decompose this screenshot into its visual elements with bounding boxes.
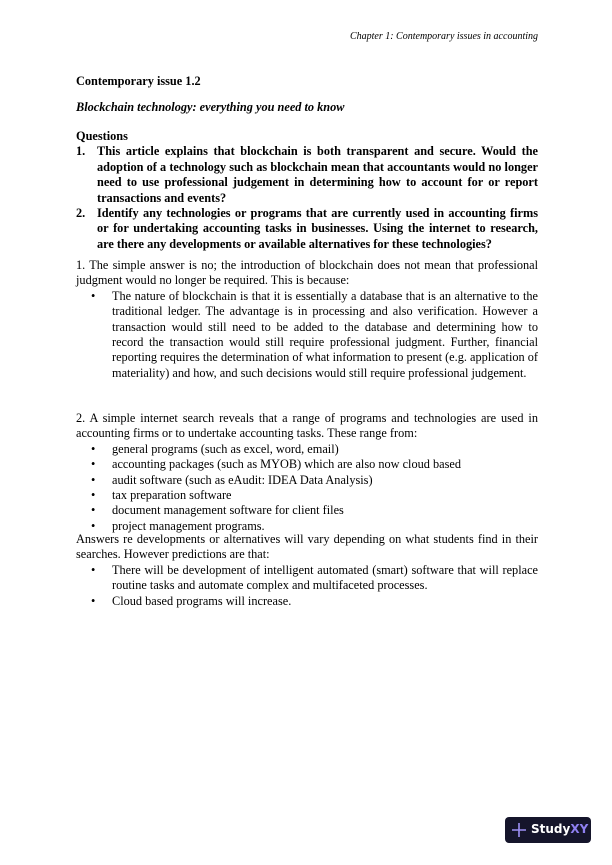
question-text: This article explains that blockchain is both transparent and secure. Would the adoption of a technology such as blockchain mean that accountants would no longer need to use professional judgement in determining how to account for or report transactions and events? bbox=[97, 144, 538, 205]
bullet-item bbox=[76, 473, 538, 488]
answer-2 bbox=[76, 411, 538, 534]
issue-title: Contemporary issue 1.2 bbox=[76, 74, 201, 88]
bullet-item bbox=[76, 594, 538, 609]
bullet-item bbox=[76, 488, 538, 503]
bullet-icon: • bbox=[91, 503, 96, 518]
bullet-text: document management software for client files bbox=[112, 503, 344, 518]
bullet-text: tax preparation software bbox=[112, 488, 232, 503]
questions-heading: Questions bbox=[76, 129, 128, 143]
questions-section bbox=[76, 129, 538, 252]
question-number: 1. bbox=[76, 144, 86, 159]
question-text: Identify any technologies or programs that are currently used in accounting firms or for undertaking accounting tasks in businesses. Using the internet to research, are there any developments or available alternatives for these technologies? bbox=[97, 206, 538, 251]
question-number: 2. bbox=[76, 206, 86, 221]
answer-1 bbox=[76, 258, 538, 381]
bullet-text: project management programs. bbox=[112, 518, 265, 533]
badge-text-study: Study bbox=[531, 822, 571, 837]
answer-intro: 1. The simple answer is no; the introduction of blockchain does not mean that professional judgment would no longer be required. This is because: bbox=[76, 258, 538, 288]
bullet-item bbox=[76, 503, 538, 518]
bullet-text: audit software (such as eAudit: IDEA Data Analysis) bbox=[112, 472, 373, 487]
bullet-text: general programs (such as excel, word, email) bbox=[112, 441, 339, 456]
bullet-item bbox=[76, 457, 538, 472]
bullet-icon: • bbox=[91, 518, 96, 533]
answer-3 bbox=[76, 532, 538, 609]
running-header: Chapter 1: Contemporary issues in accounting bbox=[349, 31, 538, 42]
studyxy-badge[interactable] bbox=[505, 817, 591, 843]
answer-intro: Answers re developments or alternatives will vary depending on what students find in their searches. However predictions are that: bbox=[76, 532, 538, 562]
bullet-item bbox=[76, 442, 538, 457]
question-item bbox=[76, 206, 538, 252]
bullet-text: accounting packages (such as MYOB) which are also now cloud based bbox=[112, 457, 461, 472]
badge-text-xy: XY bbox=[570, 822, 589, 837]
bullet-icon: • bbox=[91, 441, 96, 456]
article-title: Blockchain technology: everything you need to know bbox=[76, 100, 345, 114]
bullet-icon: • bbox=[91, 288, 96, 303]
bullet-text: Cloud based programs will increase. bbox=[112, 593, 292, 608]
bullet-text: The nature of blockchain is that it is essentially a database that is an alternative to the traditional ledger. The advantage is in processing and also verification. However a transaction would still need to be added to the database and determining how to record the transaction would still require professional judgment. Further, financial reporting requires the determination of what information to present (e.g. application of materiality) and how, and such decisions would still require professional judgement. bbox=[112, 288, 538, 380]
answer-intro: 2. A simple internet search reveals that a range of programs and technologies are used in accounting firms or to undertake accounting tasks. These range from: bbox=[76, 411, 538, 441]
bullet-text: There will be development of intelligent automated (smart) software that will replace routine tasks and automate complex and multifaceted processes. bbox=[112, 562, 538, 593]
bullet-icon: • bbox=[91, 488, 96, 503]
bullet-icon: • bbox=[91, 472, 96, 487]
bullet-icon: • bbox=[91, 562, 96, 577]
bullet-item bbox=[76, 563, 538, 594]
plus-icon bbox=[511, 822, 527, 838]
bullet-item bbox=[76, 289, 538, 381]
bullet-icon: • bbox=[91, 457, 96, 472]
bullet-icon: • bbox=[91, 593, 96, 608]
question-item bbox=[76, 144, 538, 206]
